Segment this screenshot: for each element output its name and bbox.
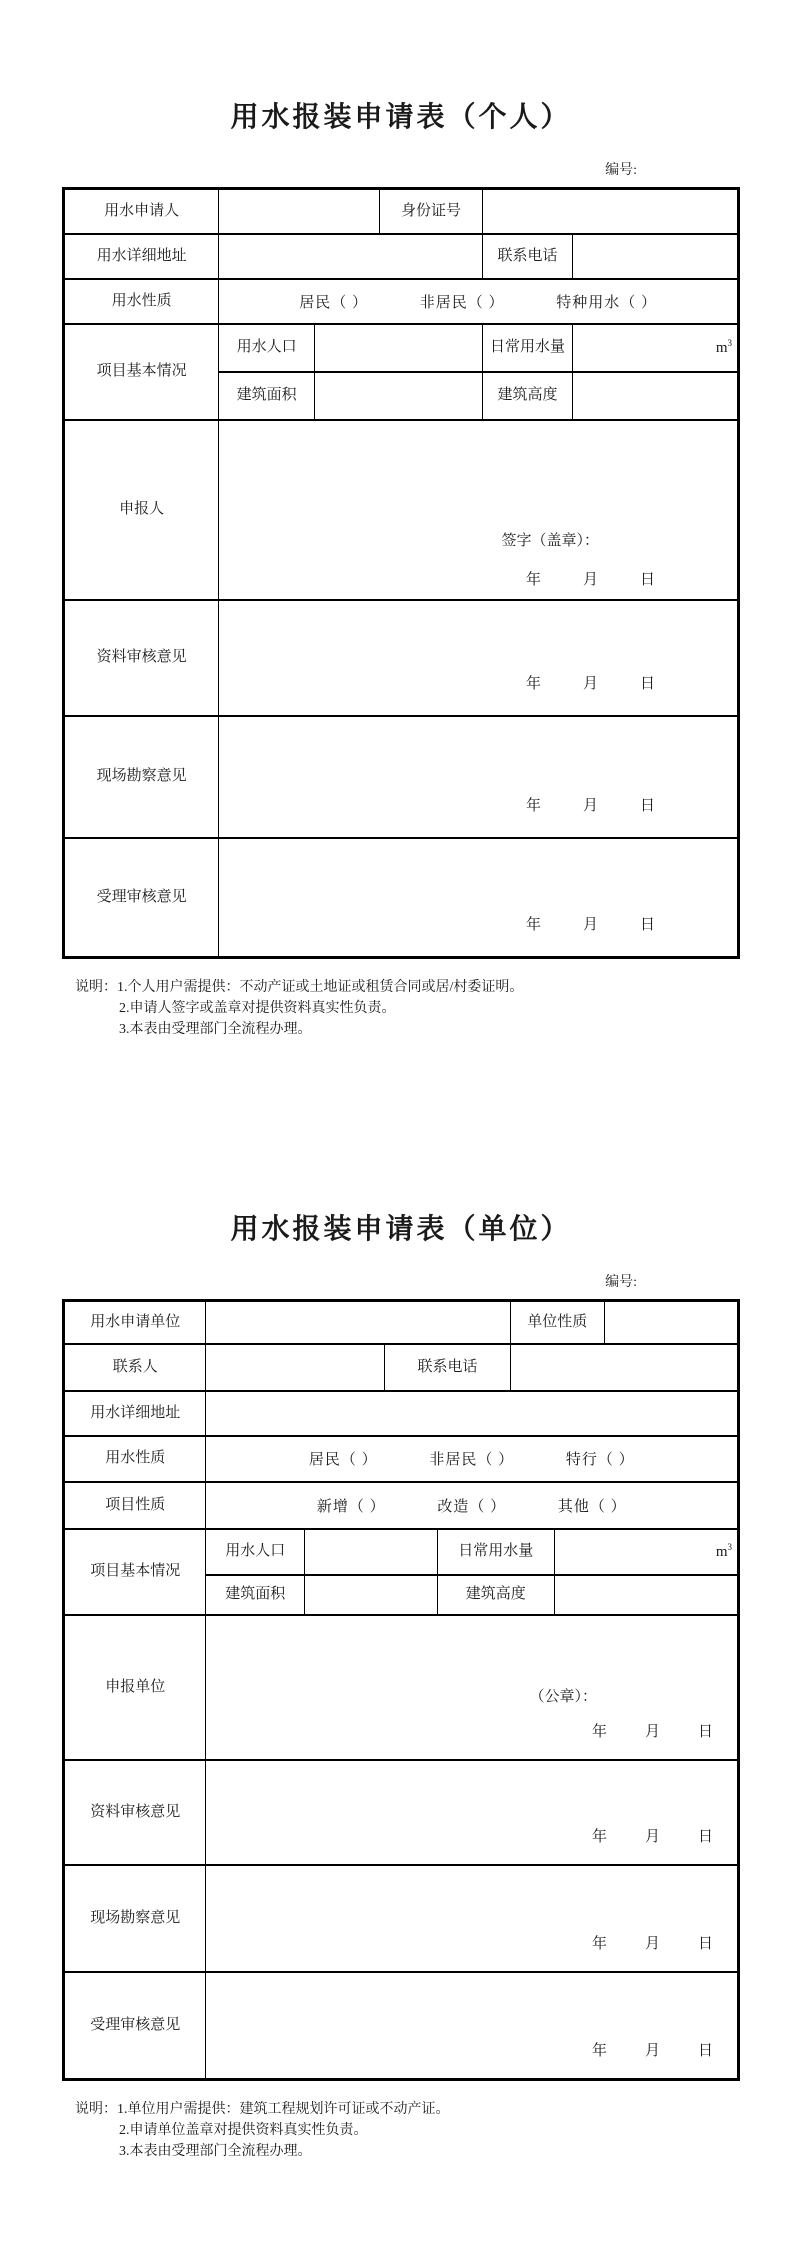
building-height-label: 建筑高度 — [483, 372, 573, 420]
row-address — [64, 234, 739, 279]
population-label: 用水人口 — [219, 324, 315, 372]
date-line — [219, 672, 737, 715]
address-value-cell — [219, 234, 483, 279]
unit-acceptance-review-label: 受理审核意见 — [64, 1972, 206, 2080]
date-line — [219, 913, 737, 956]
date-month: 月 — [644, 1935, 660, 1952]
date-month: 月 — [582, 917, 598, 933]
date-year: 年 — [525, 797, 541, 814]
date-month: 月 — [582, 675, 598, 692]
material-review-label: 资料审核意见 — [64, 600, 219, 716]
unit-material-review-label: 资料审核意见 — [64, 1760, 206, 1865]
unit-m: m — [715, 1544, 728, 1560]
form-person-serial: 编号: — [605, 163, 637, 178]
date-day: 日 — [697, 2043, 713, 2059]
signature-seal-label: 签字（盖章）： — [501, 532, 599, 549]
row-site-survey — [64, 716, 739, 838]
acceptance-review-content-cell — [219, 838, 739, 958]
official-seal-label: （公章）： — [529, 1688, 597, 1705]
declarant-content-cell — [219, 420, 739, 600]
unit-daily-usage-unit-cell — [554, 1529, 738, 1575]
row-contact — [64, 1344, 739, 1391]
note-item-3: 3.本表由受理部门全流程办理。 — [119, 2144, 312, 2159]
unit-site-survey-label: 现场勘察意见 — [64, 1865, 206, 1972]
option-other: 其他（ ） — [557, 1498, 627, 1515]
unit-site-survey-content-cell — [206, 1865, 739, 1972]
applicant-label: 用水申请人 — [64, 189, 219, 234]
unit-cubed: 3 — [727, 1542, 732, 1552]
date-year: 年 — [525, 571, 541, 588]
acceptance-review-label: 受理审核意见 — [64, 838, 219, 958]
project-nature-label: 项目性质 — [64, 1482, 206, 1529]
note-item-2: 2.申请单位盖章对提供资料真实性负责。 — [119, 2123, 368, 2138]
note-line-3 — [75, 2141, 740, 2162]
date-year: 年 — [525, 917, 541, 933]
date-year: 年 — [591, 1935, 607, 1952]
unit-population-label: 用水人口 — [206, 1529, 305, 1575]
contact-value-cell — [206, 1344, 385, 1391]
date-line — [206, 2039, 737, 2078]
option-special-water: 特种用水（ ） — [556, 294, 658, 311]
notes-prefix: 说明： — [75, 2102, 117, 2117]
id-number-value-cell — [483, 189, 739, 234]
unit-building-height-value-cell — [554, 1575, 738, 1615]
note-item-1: 1.个人用户需提供：不动产证或土地证或租赁合同或居/村委证明。 — [117, 980, 524, 995]
form-person-table — [62, 187, 740, 959]
row-unit-water-nature — [64, 1436, 739, 1482]
site-survey-content-cell — [219, 716, 739, 838]
building-area-value-cell — [315, 372, 483, 420]
row-unit-material-review — [64, 1760, 739, 1865]
option-renovation: 改造（ ） — [437, 1498, 507, 1515]
applicant-value-cell — [219, 189, 380, 234]
row-unit-site-survey — [64, 1865, 739, 1972]
contact-label: 联系人 — [64, 1344, 206, 1391]
date-line — [206, 1720, 737, 1759]
row-applicant — [64, 189, 739, 234]
material-review-content-cell — [219, 600, 739, 716]
project-nature-options — [206, 1482, 739, 1529]
unit-daily-usage-label: 日常用水量 — [437, 1529, 554, 1575]
date-month: 月 — [644, 1828, 660, 1845]
note-item-3: 3.本表由受理部门全流程办理。 — [119, 1022, 312, 1037]
unit-acceptance-review-content-cell — [206, 1972, 739, 2080]
date-year: 年 — [591, 1723, 607, 1740]
form-unit-notes — [62, 2099, 740, 2162]
date-year: 年 — [591, 1828, 607, 1845]
row-unit-address — [64, 1391, 739, 1436]
note-item-1: 1.单位用户需提供：建筑工程规划许可证或不动产证。 — [117, 2102, 450, 2117]
date-year: 年 — [591, 2043, 607, 2059]
applicant-unit-value-cell — [206, 1301, 510, 1344]
row-acceptance-review — [64, 838, 739, 958]
unit-nature-label: 单位性质 — [510, 1301, 604, 1344]
date-month: 月 — [582, 571, 598, 588]
note-line-1 — [75, 2099, 740, 2120]
date-day: 日 — [639, 571, 655, 588]
unit-water-nature-options — [206, 1436, 739, 1482]
option-resident: 居民（ ） — [299, 294, 368, 311]
unit-water-nature-label: 用水性质 — [64, 1436, 206, 1482]
id-number-label: 身份证号 — [379, 189, 482, 234]
declarant-unit-label: 申报单位 — [64, 1615, 206, 1760]
date-line — [219, 568, 737, 599]
declarant-unit-content-cell — [206, 1615, 739, 1760]
row-declarant-unit — [64, 1615, 739, 1760]
unit-m: m — [715, 340, 728, 356]
note-line-2 — [75, 998, 740, 1019]
note-line-2 — [75, 2120, 740, 2141]
unit-phone-value-cell — [510, 1344, 738, 1391]
unit-population-value-cell — [304, 1529, 437, 1575]
date-day: 日 — [639, 675, 655, 692]
unit-project-basic-label: 项目基本情况 — [64, 1529, 206, 1615]
date-day: 日 — [639, 797, 655, 814]
row-declarant — [64, 420, 739, 600]
form-unit-serial: 编号: — [605, 1275, 637, 1290]
note-line-3 — [75, 1019, 740, 1040]
phone-label: 联系电话 — [483, 234, 573, 279]
date-line — [219, 794, 737, 837]
water-nature-label: 用水性质 — [64, 279, 219, 324]
date-day: 日 — [697, 1828, 713, 1845]
option-non-resident: 非居民（ ） — [429, 1452, 515, 1468]
row-project-nature — [64, 1482, 739, 1529]
option-new: 新增（ ） — [316, 1498, 386, 1515]
form-person-title: 用水报装申请表（个人） — [230, 102, 572, 133]
date-month: 月 — [582, 797, 598, 814]
row-unit-project-basic-1 — [64, 1529, 739, 1575]
site-survey-label: 现场勘察意见 — [64, 716, 219, 838]
form-unit — [62, 1212, 740, 2162]
daily-usage-label: 日常用水量 — [483, 324, 573, 372]
declarant-label: 申报人 — [64, 420, 219, 600]
daily-usage-unit-cell — [572, 324, 738, 372]
note-line-1 — [75, 977, 740, 998]
date-line — [206, 1825, 737, 1864]
unit-cubed: 3 — [727, 338, 732, 348]
phone-value-cell — [572, 234, 738, 279]
notes-prefix: 说明： — [75, 980, 117, 995]
address-label: 用水详细地址 — [64, 234, 219, 279]
date-month: 月 — [644, 2043, 660, 2059]
building-height-value-cell — [572, 372, 738, 420]
water-nature-options — [219, 279, 739, 324]
date-line — [206, 1932, 737, 1971]
date-year: 年 — [525, 675, 541, 692]
date-month: 月 — [644, 1723, 660, 1740]
row-material-review — [64, 600, 739, 716]
applicant-unit-label: 用水申请单位 — [64, 1301, 206, 1344]
population-value-cell — [315, 324, 483, 372]
unit-nature-value-cell — [604, 1301, 738, 1344]
unit-building-height-label: 建筑高度 — [437, 1575, 554, 1615]
form-unit-title: 用水报装申请表（单位） — [230, 1214, 572, 1245]
date-day: 日 — [639, 917, 655, 933]
project-basic-label: 项目基本情况 — [64, 324, 219, 420]
unit-building-area-value-cell — [304, 1575, 437, 1615]
form-person-notes — [62, 977, 740, 1040]
option-resident: 居民（ ） — [308, 1452, 378, 1468]
unit-address-value-cell — [206, 1391, 739, 1436]
date-day: 日 — [697, 1935, 713, 1952]
form-unit-table — [62, 1299, 740, 2081]
note-item-2: 2.申请人签字或盖章对提供资料真实性负责。 — [119, 1001, 396, 1016]
date-day: 日 — [697, 1723, 713, 1740]
building-area-label: 建筑面积 — [219, 372, 315, 420]
unit-material-review-content-cell — [206, 1760, 739, 1865]
row-water-nature — [64, 279, 739, 324]
option-special-industry: 特行（ ） — [565, 1452, 635, 1468]
form-person — [62, 100, 740, 1040]
option-non-resident: 非居民（ ） — [419, 294, 505, 311]
row-unit-acceptance-review — [64, 1972, 739, 2080]
unit-building-area-label: 建筑面积 — [206, 1575, 305, 1615]
unit-address-label: 用水详细地址 — [64, 1391, 206, 1436]
row-project-basic-1 — [64, 324, 739, 372]
forms-gap — [0, 1040, 793, 1212]
unit-phone-label: 联系电话 — [385, 1344, 511, 1391]
row-applicant-unit — [64, 1301, 739, 1344]
